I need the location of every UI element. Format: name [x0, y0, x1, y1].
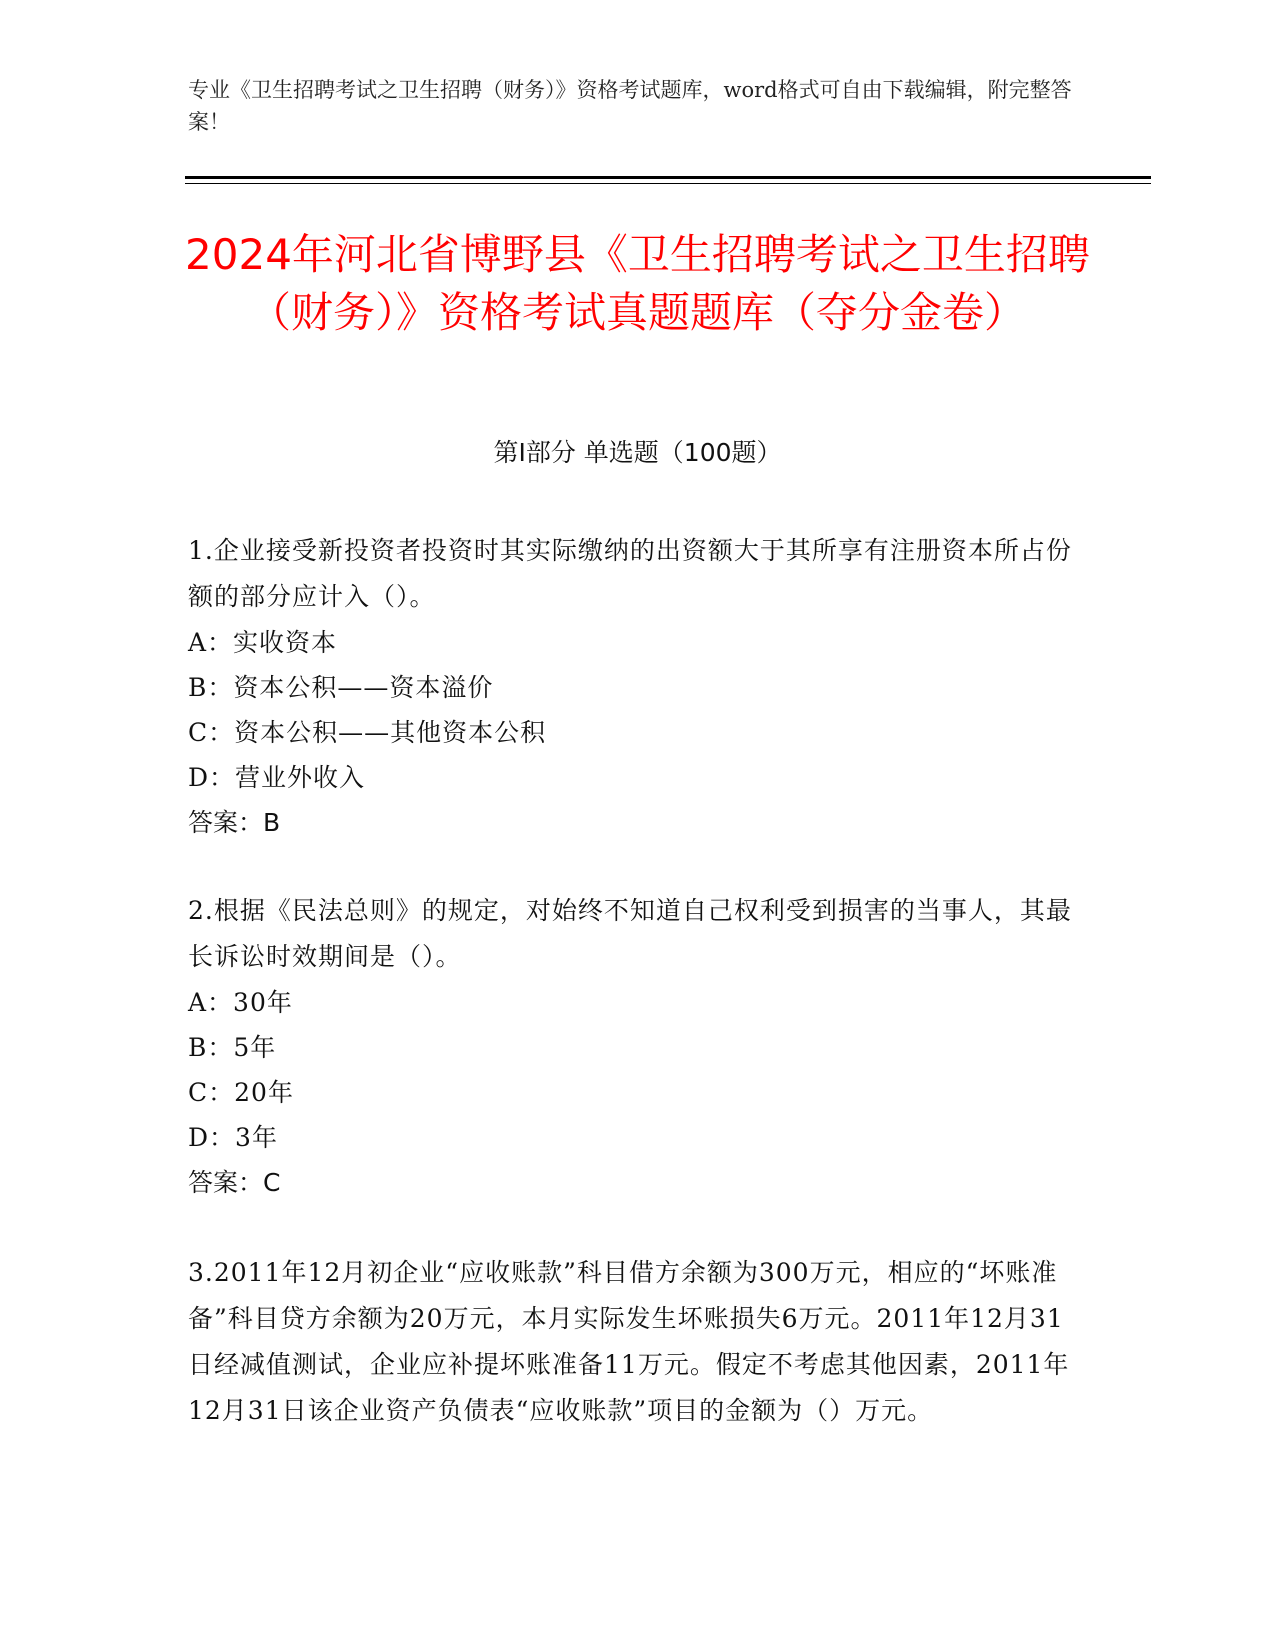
option-a: A：实收资本 [188, 628, 338, 657]
header-note: 专业《卫生招聘考试之卫生招聘（财务）》资格考试题库，word格式可自由下载编辑，附完整答案！ [188, 78, 1072, 134]
option-c: C：20年 [188, 1078, 294, 1107]
option-d: D：营业外收入 [188, 763, 366, 792]
option-d: D：3年 [188, 1123, 278, 1152]
header-divider-thick [185, 176, 1151, 179]
question-stem: 2.根据《民法总则》的规定，对始终不知道自己权利受到损害的当事人，其最长诉讼时效期间是（）。 [188, 896, 1072, 971]
section-title: 第I部分 单选题（100题） [493, 438, 782, 467]
question-2 [188, 888, 1088, 1206]
question-stem: 3.2011年12月初企业“应收账款”科目借方余额为300万元，相应的“坏账准备”科目贷方余额为20万元，本月实际发生坏账损失6万元。2011年12月31日经减值测试，企业应补提坏账准备11万元。假定不考虑其他因素，2011年12月31日该企业资产负债表“应收账款”项目的金额为（）万元。 [188, 1258, 1070, 1425]
option-a: A：30年 [188, 988, 293, 1017]
question-1 [188, 528, 1088, 846]
header-divider-thin [185, 183, 1151, 184]
answer-text: 答案：C [188, 1168, 281, 1197]
question-3 [188, 1250, 1088, 1434]
option-c: C：资本公积——其他资本公积 [188, 718, 547, 747]
answer-text: 答案：B [188, 808, 281, 837]
document-title: 2024年河北省博野县《卫生招聘考试之卫生招聘（财务）》资格考试真题题库（夺分金卷） [185, 230, 1090, 337]
question-stem: 1.企业接受新投资者投资时其实际缴纳的出资额大于其所享有注册资本所占份额的部分应计入（）。 [188, 536, 1072, 611]
option-b: B：资本公积——资本溢价 [188, 673, 494, 702]
option-b: B：5年 [188, 1033, 277, 1062]
